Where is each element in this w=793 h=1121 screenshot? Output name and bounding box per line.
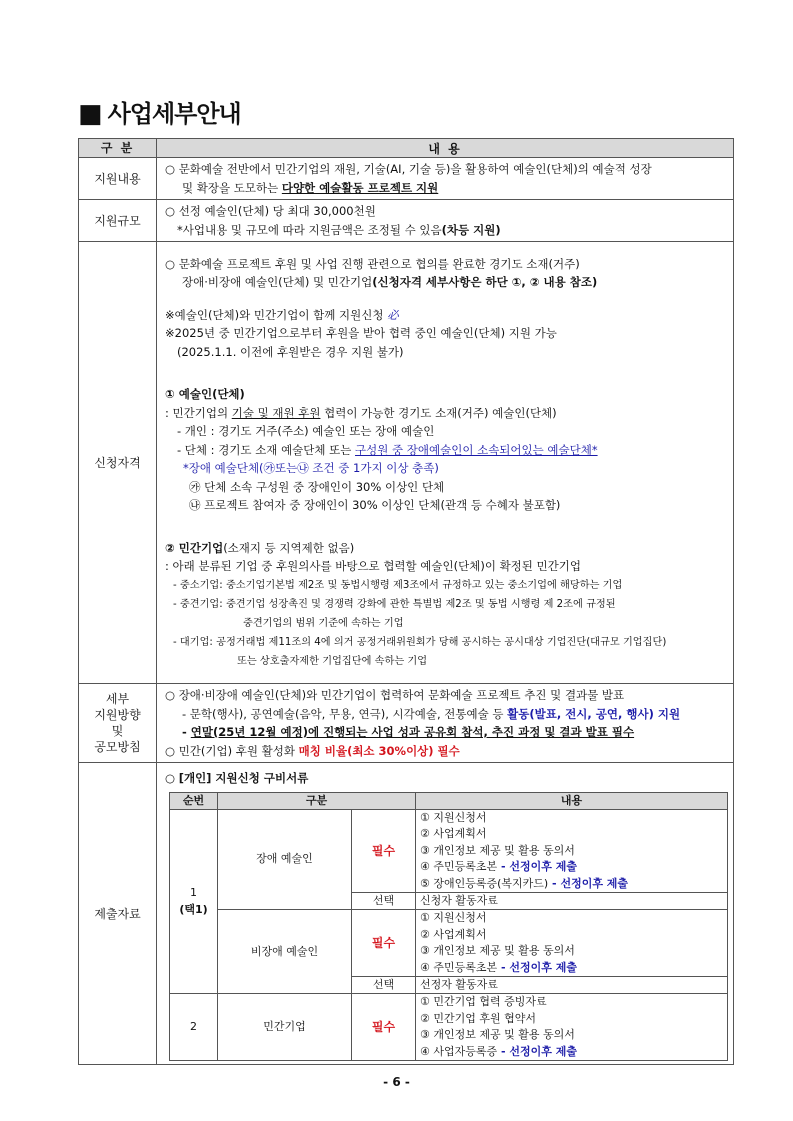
docs-disabled-optional: 선택 <box>352 892 416 909</box>
docs-company-items: ① 민간기업 협력 증빙자료 ② 민간기업 후원 협약서 ③ 개인정보 제공 및 활용 동의서 ④ 사업자등록증 - 선정이후 제출 <box>416 994 728 1061</box>
docs-nondisabled-optional-item: 선정자 활동자료 <box>416 976 728 993</box>
label-eligibility: 신청자격 <box>79 242 157 684</box>
square-bullet-icon: ■ <box>78 99 102 129</box>
table-header-row <box>79 139 734 158</box>
page-title <box>78 94 241 129</box>
info-table <box>78 138 734 1065</box>
docs-nondisabled-optional: 선택 <box>352 976 416 993</box>
label-direction: 세부 지원방향 및 공모방침 <box>79 684 157 763</box>
row-support-scale <box>79 200 734 242</box>
docs-company-required: 필수 <box>352 994 416 1061</box>
label-support-scale: 지원규모 <box>79 200 157 242</box>
docs-row-company <box>170 994 728 1061</box>
elig-note-1: ※예술인(단체)와 민간기업이 함께 지원신청 必 <box>165 307 399 322</box>
docs-group-2-num: 2 <box>170 994 218 1061</box>
row-support-content <box>79 158 734 200</box>
elig-s1-note: *장애 예술단체(㉮또는㉯ 조건 중 1가지 이상 충족) <box>183 461 439 475</box>
docs-row-nondisabled <box>170 910 728 977</box>
docs-disabled-required: 필수 <box>352 809 416 892</box>
docs-disabled-label: 장애 예술인 <box>218 809 352 909</box>
docs-header-content: 내용 <box>416 792 728 809</box>
content-line-1: ○ 문화예술 전반에서 민간기업의 재원, 기술(AI, 기술 등)을 활용하여 예술인(단체)의 예술적 성장 <box>165 162 652 176</box>
elig-line-2: 장애·비장애 예술인(단체) 및 민간기업(신청자격 세부사항은 하단 ①, ② 내용 참조) <box>182 275 598 289</box>
row-direction <box>79 684 734 763</box>
elig-s1-b: ㉯ 프로젝트 참여자 중 장애인이 30% 이상인 단체(관객 등 수혜자 불포함) <box>189 498 561 512</box>
direction-line-4: ○ 민간(기업) 후원 활성화 매칭 비율(최소 30%이상) 필수 <box>165 743 460 758</box>
docs-group-1-num: 1 (택1) <box>170 809 218 993</box>
docs-company-label: 민간기업 <box>218 994 352 1061</box>
docs-disabled-optional-item: 신청자 활동자료 <box>416 892 728 909</box>
elig-section-1-desc: : 민간기업의 기술 및 재원 후원 협력이 가능한 경기도 소재(거주) 예술인(단체) <box>165 405 557 420</box>
elig-s2-item-2: - 중견기업: 중견기업 성장촉진 및 경쟁력 강화에 관한 특별법 제2조 및 동법 시행령 제 2조에 규정된 <box>173 598 616 610</box>
docs-disabled-items: ① 지원신청서 ② 사업계획서 ③ 개인정보 제공 및 활용 동의서 ④ 주민등록초본 - 선정이후 제출 ⑤ 장애인등록증(복지카드) - 선정이후 제출 <box>416 809 728 892</box>
docs-nondisabled-label: 비장애 예술인 <box>218 910 352 994</box>
elig-section-1-title: ① 예술인(단체) <box>165 387 245 401</box>
direction-line-1: ○ 장애·비장애 예술인(단체)와 민간기업이 협력하여 문화예술 프로젝트 추진 및 결과물 발표 <box>165 688 625 702</box>
elig-s1-item-1: - 개인 : 경기도 거주(주소) 예술인 또는 장애 예술인 <box>177 424 435 438</box>
docs-header-num: 순번 <box>170 792 218 809</box>
documents-header-row <box>170 792 728 809</box>
header-category: 구 분 <box>79 139 157 158</box>
label-support-content: 지원내용 <box>79 158 157 200</box>
page-number: - 6 - <box>383 1075 410 1089</box>
content-line-2: 및 확장을 도모하는 다양한 예술활동 프로젝트 지원 <box>182 180 439 195</box>
page-title-text: 사업세부안내 <box>107 100 241 128</box>
row-documents <box>79 763 734 1065</box>
docs-row-disabled <box>170 809 728 892</box>
docs-title: ○ [개인] 지원신청 구비서류 <box>165 771 309 785</box>
elig-line-1: ○ 문화예술 프로젝트 후원 및 사업 진행 관련으로 협의를 완료한 경기도 소재(거주) <box>165 256 580 271</box>
direction-line-2: - 문학(행사), 공연예술(음악, 무용, 연극), 시각예술, 전통예술 등 활동(발표, 전시, 공연, 행사) 지원 <box>182 706 681 721</box>
elig-s2-item-1: - 중소기업: 중소기업기본법 제2조 및 동법시행령 제3조에서 규정하고 있는 중소기업에 해당하는 기업 <box>173 579 623 591</box>
elig-s1-item-2: - 단체 : 경기도 소재 예술단체 또는 구성원 중 장애예술인이 소속되어있는 예술단체* <box>177 442 598 457</box>
direction-line-3: - 연말(25년 12월 예정)에 진행되는 사업 성과 공유회 참석, 추진 과정 및 결과 발표 필수 <box>182 725 635 739</box>
scale-line-2: *사업내용 및 규모에 따라 지원금액은 조정될 수 있음(차등 지원) <box>177 222 501 237</box>
elig-note-3: (2025.1.1. 이전에 후원받은 경우 지원 불가) <box>177 344 404 359</box>
elig-note-2: ※2025년 중 민간기업으로부터 후원을 받아 협력 중인 예술인(단체) 지원 가능 <box>165 326 557 340</box>
elig-s2-item-2b: 중견기업의 범위 기준에 속하는 기업 <box>243 617 404 629</box>
row-eligibility <box>79 242 734 684</box>
elig-section-2-desc: : 아래 분류된 기업 중 후원의사를 바탕으로 협력할 예술인(단체)이 확정된 민간기업 <box>165 559 581 573</box>
docs-nondisabled-items: ① 지원신청서 ② 사업계획서 ③ 개인정보 제공 및 활용 동의서 ④ 주민등록초본 - 선정이후 제출 <box>416 910 728 977</box>
elig-section-2-title: ② 민간기업(소재지 등 지역제한 없음) <box>165 540 355 555</box>
elig-s1-a: ㉮ 단체 소속 구성원 중 장애인이 30% 이상인 단체 <box>189 479 445 494</box>
label-documents: 제출자료 <box>79 763 157 1065</box>
documents-table <box>169 792 728 1062</box>
elig-s2-item-3b: 또는 상호출자제한 기업집단에 속하는 기업 <box>237 655 428 667</box>
docs-header-category: 구분 <box>218 792 416 809</box>
elig-s2-item-3: - 대기업: 공정거래법 제11조의 4에 의거 공정거래위원회가 당해 공시하는 공시대상 기업진단(대규모 기업집단) <box>173 636 667 648</box>
scale-line-1: ○ 선정 예술인(단체) 당 최대 30,000천원 <box>165 204 376 218</box>
header-content: 내 용 <box>157 139 734 158</box>
docs-nondisabled-required: 필수 <box>352 910 416 977</box>
